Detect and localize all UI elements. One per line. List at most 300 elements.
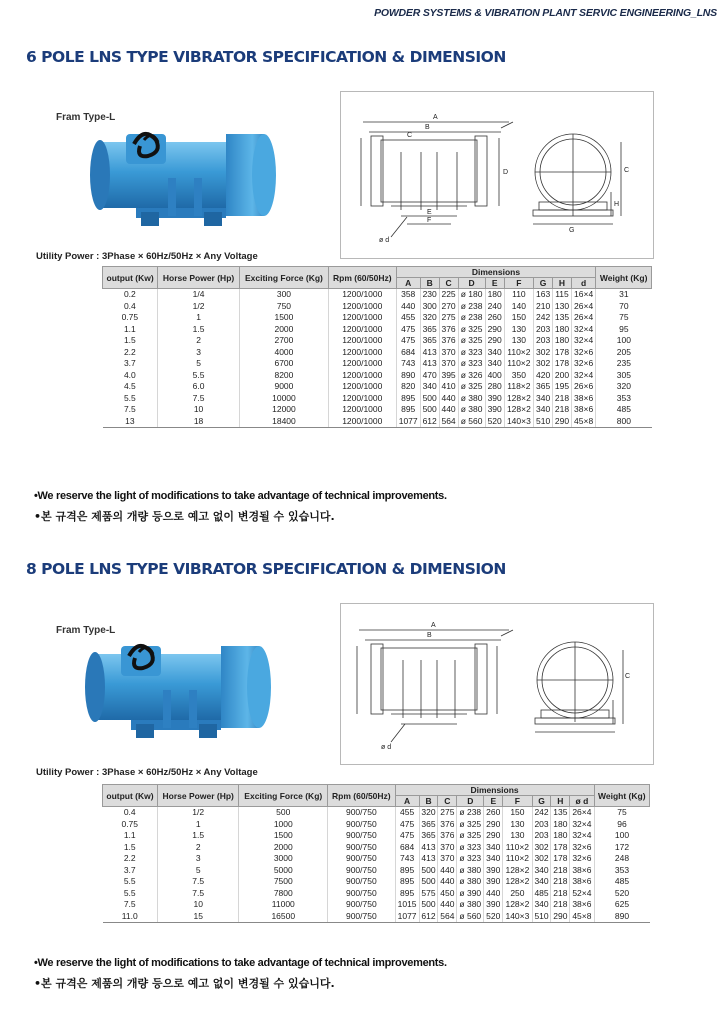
table-cell: 475: [396, 324, 420, 336]
table-cell: 248: [594, 853, 649, 865]
col-weight: Weight (Kg): [594, 785, 649, 807]
page-header: POWDER SYSTEMS & VIBRATION PLANT SERVIC ENGINEERING_LNS: [374, 7, 717, 19]
table-cell: 1200/1000: [328, 416, 396, 428]
table-cell: 612: [420, 416, 439, 428]
table-cell: 275: [439, 312, 458, 324]
table-cell: 5000: [239, 865, 328, 877]
table-cell: 895: [396, 404, 420, 416]
table-row: [103, 842, 650, 854]
table-cell: 218: [551, 888, 570, 900]
table-row: [103, 807, 650, 819]
table-cell: 290: [484, 830, 503, 842]
table-cell: 440: [438, 865, 457, 877]
table-cell: 240: [485, 301, 504, 313]
table-row: [103, 853, 650, 865]
table-cell: 1077: [395, 911, 419, 923]
table-cell: 1.5: [158, 830, 239, 842]
section-title-8-pole: 8 POLE LNS TYPE VIBRATOR SPECIFICATION & DIMENSION: [26, 560, 506, 578]
dim-label-e: E: [427, 209, 432, 216]
table-cell: 38×6: [570, 899, 594, 911]
table-cell: 32×4: [571, 335, 595, 347]
dim-label-c: C: [407, 132, 413, 139]
table-cell: ø 325: [457, 830, 484, 842]
table-cell: 302: [532, 842, 551, 854]
table-row: [103, 888, 650, 900]
dim-label-od: ø d: [381, 744, 392, 751]
dim-label-c-front: C: [624, 167, 630, 174]
table-cell: 895: [396, 393, 420, 405]
table-row: [103, 358, 652, 370]
col-exciting-force: Exciting Force (Kg): [239, 267, 328, 289]
section-title-6-pole: 6 POLE LNS TYPE VIBRATOR SPECIFICATION & DIMENSION: [26, 48, 506, 66]
col-dim-2: C: [438, 796, 457, 807]
modification-notice-kr: •본 규격은 제품의 개량 등으로 예고 없이 변경될 수 있습니다.: [34, 510, 335, 523]
table-cell: 340: [532, 865, 551, 877]
table-cell: 2.2: [123, 346, 136, 357]
table-cell: ø 380: [457, 865, 484, 877]
table-cell: 485: [594, 876, 649, 888]
table-cell: 45×8: [571, 416, 595, 428]
table-cell: 290: [553, 416, 572, 428]
table-cell: 10: [158, 404, 240, 416]
table-cell: 900/750: [328, 865, 395, 877]
table-cell: 370: [439, 358, 458, 370]
table-cell: 1200/1000: [328, 404, 396, 416]
table-cell: ø 380: [458, 404, 485, 416]
table-cell: 75: [594, 807, 649, 819]
table-row: [103, 819, 650, 831]
table-cell: 3000: [239, 853, 328, 865]
spec-table-6-pole: [102, 266, 652, 428]
table-cell: 440: [396, 301, 420, 313]
table-cell: 210: [534, 301, 553, 313]
col-rpm: Rpm (60/50Hz): [328, 785, 395, 807]
table-cell: 3.7: [123, 358, 136, 368]
table-cell: 2000: [239, 324, 328, 336]
table-cell: 75: [596, 312, 652, 324]
table-cell: 38×6: [571, 393, 595, 405]
table-cell: 470: [420, 370, 439, 382]
table-cell: 95: [596, 324, 652, 336]
table-cell: 7800: [239, 888, 328, 900]
table-cell: 1/2: [158, 807, 239, 819]
modification-notice-en: •We reserve the light of modifications to take advantage of technical improvements.: [34, 490, 447, 502]
table-cell: 0.2: [123, 289, 136, 299]
dim-label-d: D: [503, 169, 509, 176]
table-row: [103, 289, 652, 301]
table-row: [103, 347, 652, 359]
table-cell: 15: [158, 911, 239, 923]
table-cell: 510: [532, 911, 551, 923]
table-cell: 290: [551, 911, 570, 923]
table-cell: 1200/1000: [328, 301, 396, 313]
table-cell: ø 380: [457, 899, 484, 911]
table-cell: 178: [553, 347, 572, 359]
table-cell: 520: [594, 888, 649, 900]
table-cell: 340: [485, 358, 504, 370]
table-cell: ø 323: [458, 347, 485, 359]
table-cell: 1/2: [158, 301, 240, 313]
table-cell: 45×8: [570, 911, 594, 923]
table-cell: 413: [420, 347, 439, 359]
table-cell: 1: [158, 819, 239, 831]
table-cell: 38×6: [570, 876, 594, 888]
table-cell: ø 325: [458, 324, 485, 336]
table-cell: 1200/1000: [328, 335, 396, 347]
table-cell: 11000: [239, 899, 328, 911]
table-cell: 32×6: [570, 842, 594, 854]
table-cell: 5.5: [123, 392, 136, 403]
table-cell: 370: [439, 347, 458, 359]
vibrator-motor-image: [76, 632, 286, 747]
table-cell: 890: [396, 370, 420, 382]
table-cell: 225: [439, 289, 458, 301]
table-cell: 1077: [396, 416, 420, 428]
col-output: output (Kw): [103, 267, 158, 289]
table-cell: ø 560: [457, 911, 484, 923]
table-cell: 235: [596, 358, 652, 370]
table-cell: 340: [484, 853, 503, 865]
col-dim-3: D: [458, 278, 485, 289]
table-cell: 2: [158, 335, 240, 347]
table-cell: 3.7: [123, 864, 136, 875]
table-cell: 1200/1000: [328, 347, 396, 359]
table-row: [103, 381, 652, 393]
table-cell: 684: [395, 842, 419, 854]
col-dim-8: d: [571, 278, 595, 289]
frame-type-label: Fram Type-L: [56, 625, 116, 636]
table-cell: 1.1: [123, 830, 136, 840]
dim-label-a: A: [433, 114, 438, 121]
table-cell: 242: [534, 312, 553, 324]
table-cell: 140×3: [503, 911, 532, 923]
table-cell: 365: [419, 819, 438, 831]
dimension-diagram: [340, 91, 654, 259]
table-cell: 390: [484, 865, 503, 877]
table-cell: ø 238: [457, 807, 484, 819]
table-cell: 203: [534, 324, 553, 336]
table-row: [103, 393, 652, 405]
table-cell: 110×2: [503, 842, 532, 854]
table-cell: 450: [438, 888, 457, 900]
table-cell: 340: [484, 842, 503, 854]
table-cell: 140×3: [504, 416, 534, 428]
table-cell: 128×2: [503, 876, 532, 888]
table-cell: 203: [532, 819, 551, 831]
table-cell: 26×4: [571, 312, 595, 324]
table-cell: 520: [484, 911, 503, 923]
table-cell: 130: [553, 301, 572, 313]
table-cell: ø 380: [458, 393, 485, 405]
table-cell: 260: [484, 807, 503, 819]
table-cell: 376: [439, 335, 458, 347]
table-cell: 130: [504, 324, 534, 336]
frame-type-label: Fram Type-L: [56, 112, 116, 123]
col-horse-power: Horse Power (Hp): [158, 785, 239, 807]
table-cell: ø 323: [458, 358, 485, 370]
table-cell: ø 390: [457, 888, 484, 900]
table-cell: ø 238: [458, 312, 485, 324]
table-cell: 5.5: [123, 876, 136, 886]
col-output: output (Kw): [103, 785, 158, 807]
table-cell: 7500: [239, 876, 328, 888]
table-cell: 564: [438, 911, 457, 923]
table-cell: 10000: [239, 393, 328, 405]
table-cell: 135: [551, 807, 570, 819]
table-cell: 500: [239, 807, 328, 819]
table-cell: ø 325: [457, 819, 484, 831]
table-cell: 1.1: [123, 323, 136, 334]
col-dim-0: A: [395, 796, 419, 807]
table-cell: 900/750: [328, 876, 395, 888]
table-cell: 520: [485, 416, 504, 428]
table-cell: 2.2: [123, 853, 136, 863]
table-cell: 900/750: [328, 853, 395, 865]
modification-notice-kr: •본 규격은 제품의 개량 등으로 예고 없이 변경될 수 있습니다.: [34, 977, 335, 990]
table-cell: 395: [439, 370, 458, 382]
table-cell: 500: [420, 393, 439, 405]
table-cell: 250: [503, 888, 532, 900]
table-cell: 5.5: [158, 370, 240, 382]
table-cell: 420: [534, 370, 553, 382]
table-cell: 203: [534, 335, 553, 347]
table-cell: 485: [532, 888, 551, 900]
table-cell: 510: [534, 416, 553, 428]
table-cell: 440: [484, 888, 503, 900]
table-cell: 4000: [239, 347, 328, 359]
table-cell: 9000: [239, 381, 328, 393]
table-cell: 475: [395, 819, 419, 831]
dim-label-b: B: [427, 632, 432, 639]
table-cell: 365: [419, 830, 438, 842]
table-cell: 475: [395, 830, 419, 842]
table-cell: 3: [158, 347, 240, 359]
table-cell: 800: [596, 416, 652, 428]
table-cell: ø 325: [458, 381, 485, 393]
dim-label-c: C: [625, 673, 631, 680]
table-cell: 26×4: [571, 301, 595, 313]
table-cell: 353: [596, 393, 652, 405]
table-cell: 128×2: [503, 899, 532, 911]
dimension-drawing: [341, 604, 653, 764]
table-cell: 500: [419, 899, 438, 911]
col-dim-1: B: [419, 796, 438, 807]
table-cell: 100: [596, 335, 652, 347]
table-cell: 410: [439, 381, 458, 393]
table-cell: 32×6: [570, 853, 594, 865]
col-dim-1: B: [420, 278, 439, 289]
table-cell: 140: [504, 301, 534, 313]
table-cell: 180: [551, 819, 570, 831]
table-cell: 376: [439, 324, 458, 336]
table-cell: 200: [553, 370, 572, 382]
table-cell: 750: [239, 301, 328, 313]
table-cell: 500: [419, 865, 438, 877]
table-cell: 180: [553, 335, 572, 347]
table-cell: ø 326: [458, 370, 485, 382]
table-cell: 376: [438, 830, 457, 842]
table-cell: 260: [485, 312, 504, 324]
table-cell: 1.5: [123, 335, 136, 345]
table-cell: 180: [553, 324, 572, 336]
col-dimensions: Dimensions: [396, 267, 596, 278]
table-cell: 2: [158, 842, 239, 854]
table-cell: 280: [485, 381, 504, 393]
dim-label-g: G: [569, 227, 575, 234]
table-cell: 118×2: [504, 381, 534, 393]
table-cell: 32×6: [571, 358, 595, 370]
table-cell: 10: [158, 899, 239, 911]
col-dim-4: E: [484, 796, 503, 807]
table-cell: 70: [596, 301, 652, 313]
table-cell: ø 323: [457, 853, 484, 865]
table-cell: 1200/1000: [328, 358, 396, 370]
table-cell: 358: [396, 289, 420, 301]
table-cell: 32×4: [571, 370, 595, 382]
dim-label-od: ø d: [379, 237, 390, 244]
table-row: [103, 865, 650, 877]
table-cell: 7.5: [158, 876, 239, 888]
dim-label-a: A: [431, 622, 436, 629]
table-cell: 820: [396, 381, 420, 393]
table-cell: 305: [596, 370, 652, 382]
table-cell: 475: [396, 335, 420, 347]
table-cell: 163: [534, 289, 553, 301]
col-dim-5: F: [503, 796, 532, 807]
table-cell: 340: [534, 393, 553, 405]
table-cell: 16500: [239, 911, 328, 923]
table-cell: 900/750: [328, 819, 395, 831]
table-row: [103, 876, 650, 888]
table-cell: 110×2: [504, 358, 534, 370]
utility-power-text: Utility Power : 3Phase × 60Hz/50Hz × Any Voltage: [36, 767, 258, 778]
table-cell: 52×4: [570, 888, 594, 900]
col-dim-7: H: [553, 278, 572, 289]
table-cell: 130: [504, 335, 534, 347]
col-rpm: Rpm (60/50Hz): [328, 267, 396, 289]
table-cell: 130: [503, 819, 532, 831]
table-cell: 500: [420, 404, 439, 416]
table-cell: 11.0: [103, 911, 158, 923]
table-cell: 218: [553, 393, 572, 405]
table-cell: 340: [532, 899, 551, 911]
table-cell: 178: [551, 842, 570, 854]
table-cell: 390: [485, 404, 504, 416]
table-cell: 1500: [239, 830, 328, 842]
spec-table-8-pole: [102, 784, 650, 923]
table-cell: 1200/1000: [328, 289, 396, 301]
table-cell: 7.5: [158, 888, 239, 900]
vibrator-motor-image: [86, 120, 286, 235]
table-cell: 218: [551, 899, 570, 911]
table-cell: 7.5: [123, 404, 136, 414]
table-cell: 5: [158, 865, 239, 877]
table-cell: 135: [553, 312, 572, 324]
table-cell: 300: [239, 289, 328, 301]
table-cell: 1: [158, 312, 240, 324]
table-cell: 205: [596, 347, 652, 359]
table-cell: 900/750: [328, 807, 395, 819]
table-cell: 32×4: [571, 324, 595, 336]
table-cell: 1.5: [158, 324, 240, 336]
table-cell: 340: [532, 876, 551, 888]
table-row: [103, 370, 652, 382]
table-cell: 440: [439, 404, 458, 416]
table-cell: 32×4: [570, 830, 594, 842]
dimension-diagram: [340, 603, 654, 765]
table-cell: 1200/1000: [328, 370, 396, 382]
table-cell: 8200: [239, 370, 328, 382]
table-row: [103, 404, 652, 416]
table-cell: 2000: [239, 842, 328, 854]
table-cell: 895: [395, 865, 419, 877]
table-cell: 413: [420, 358, 439, 370]
table-cell: 128×2: [503, 865, 532, 877]
table-cell: ø 560: [458, 416, 485, 428]
table-cell: 18400: [239, 416, 328, 428]
table-cell: 900/750: [328, 899, 395, 911]
table-cell: 218: [553, 404, 572, 416]
table-cell: 180: [485, 289, 504, 301]
table-cell: 1015: [395, 899, 419, 911]
col-dim-2: C: [439, 278, 458, 289]
table-cell: 270: [439, 301, 458, 313]
table-cell: 440: [439, 393, 458, 405]
table-cell: 12000: [239, 404, 328, 416]
table-cell: 128×2: [504, 404, 534, 416]
table-cell: 150: [503, 807, 532, 819]
table-cell: 5.5: [123, 887, 136, 898]
table-cell: 115: [553, 289, 572, 301]
table-cell: 96: [594, 819, 649, 831]
table-cell: 413: [419, 853, 438, 865]
table-cell: 890: [594, 911, 649, 923]
table-cell: 130: [503, 830, 532, 842]
table-cell: 178: [553, 358, 572, 370]
table-cell: 195: [553, 381, 572, 393]
col-dimensions: Dimensions: [395, 785, 594, 796]
table-cell: 2700: [239, 335, 328, 347]
table-cell: ø 238: [458, 301, 485, 313]
col-dim-7: H: [551, 796, 570, 807]
table-cell: 353: [594, 865, 649, 877]
table-cell: 684: [396, 347, 420, 359]
table-cell: 0.75: [121, 312, 139, 322]
table-cell: ø 325: [458, 335, 485, 347]
table-cell: 400: [485, 370, 504, 382]
table-cell: 300: [420, 301, 439, 313]
table-cell: 895: [395, 888, 419, 900]
table-cell: 7.5: [158, 393, 240, 405]
table-cell: 13: [103, 416, 158, 428]
table-cell: 390: [484, 876, 503, 888]
table-cell: 455: [395, 807, 419, 819]
table-cell: 18: [158, 416, 240, 428]
table-cell: 110×2: [503, 853, 532, 865]
table-cell: 440: [438, 876, 457, 888]
table-cell: 575: [419, 888, 438, 900]
table-cell: 5: [158, 358, 240, 370]
table-cell: 743: [395, 853, 419, 865]
table-cell: 340: [485, 347, 504, 359]
table-cell: 178: [551, 853, 570, 865]
table-cell: 390: [484, 899, 503, 911]
table-cell: 0.4: [123, 300, 136, 311]
table-cell: 218: [551, 865, 570, 877]
table-cell: 743: [396, 358, 420, 370]
table-cell: 0.4: [123, 807, 136, 817]
col-weight: Weight (Kg): [596, 267, 652, 289]
